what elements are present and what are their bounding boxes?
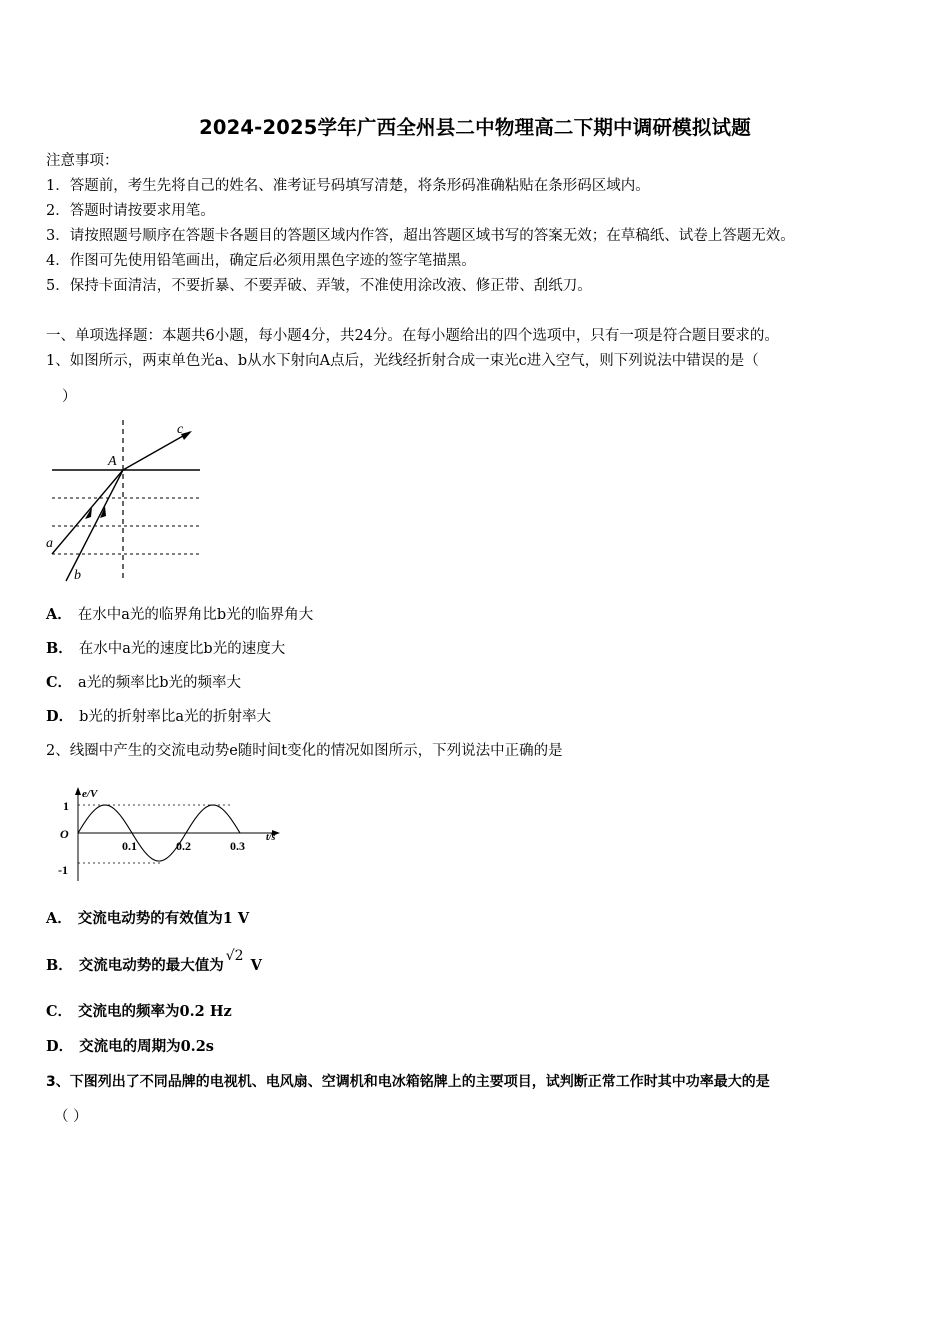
page-title: 2024-2025学年广西全州县二中物理高二下期中调研模拟试题 bbox=[199, 116, 751, 139]
option-text: 在水中a光的速度比b光的速度大 bbox=[78, 641, 286, 657]
ray-a bbox=[52, 470, 123, 554]
x-tick-label: 0.1 bbox=[122, 839, 137, 853]
section-heading: 一、单项选择题：本题共6小题，每小题4分，共24分。在每小题给出的四个选项中，只有一项是符合题目要求的。 bbox=[46, 328, 779, 344]
label-b: b bbox=[74, 568, 81, 583]
q1-option-b bbox=[46, 639, 285, 659]
option-text: 交流电的频率为0.2 Hz bbox=[78, 1003, 232, 1020]
notice-heading: 注意事项： bbox=[46, 153, 119, 169]
q1-option-c bbox=[46, 673, 241, 693]
option-text: a光的频率比b光的频率大 bbox=[78, 675, 241, 691]
q2-option-c bbox=[46, 1002, 232, 1022]
notice-item: 3．请按照题号顺序在答题卡各题目的答题区域内作答，超出答题区域书写的答案无效；在草稿纸、试卷上答题无效。 bbox=[46, 228, 795, 244]
q2-option-a bbox=[46, 909, 249, 929]
option-text: 交流电动势的有效值为1 V bbox=[77, 910, 250, 927]
option-text: 交流电动势的最大值为 bbox=[78, 957, 224, 974]
question-1-stem: 1、如图所示，两束单色光a、b从水下射向A点后，光线经折射合成一束光c进入空气，则下列说法中错误的是（ bbox=[46, 353, 759, 369]
x-tick-label: 0.2 bbox=[176, 839, 191, 853]
option-key: D． bbox=[46, 708, 74, 725]
y-axis-arrow bbox=[75, 787, 81, 795]
option-text: b光的折射率比a光的折射率大 bbox=[79, 709, 272, 725]
emf-time-chart bbox=[54, 785, 294, 885]
label-a: a bbox=[46, 536, 53, 551]
notice-item: 1．答题前，考生先将自己的姓名、准考证号码填写清楚，将条形码准确粘贴在条形码区域内。 bbox=[46, 178, 650, 194]
sqrt-two: √2 bbox=[225, 948, 244, 964]
origin-label: O bbox=[60, 827, 69, 841]
x-axis-label: t/s bbox=[266, 832, 276, 843]
option-key: A． bbox=[46, 606, 72, 623]
ray-c bbox=[123, 432, 190, 470]
y-axis-label: e/V bbox=[82, 788, 98, 800]
q1-option-a bbox=[46, 605, 313, 625]
option-key: B． bbox=[46, 640, 73, 657]
label-c: c bbox=[177, 422, 184, 437]
option-text: 在水中a光的临界角比b光的临界角大 bbox=[77, 607, 314, 623]
y-tick-label: -1 bbox=[58, 863, 68, 877]
q1-option-d bbox=[46, 707, 271, 727]
q2-option-b bbox=[46, 948, 262, 976]
option-key: C． bbox=[46, 1003, 73, 1020]
question-3-stem: 3、下图列出了不同品牌的电视机、电风扇、空调机和电冰箱铭牌上的主要项目，试判断正常工作时其中功率最大的是 bbox=[46, 1074, 770, 1090]
notice-item: 4．作图可先使用铅笔画出，确定后必须用黑色字迹的签字笔描黑。 bbox=[46, 253, 476, 269]
notice-item: 2．答题时请按要求用笔。 bbox=[46, 203, 215, 219]
question-2-stem: 2、线圈中产生的交流电动势e随时间t变化的情况如图所示，下列说法中正确的是 bbox=[46, 743, 563, 759]
refraction-figure bbox=[44, 415, 206, 587]
option-unit: V bbox=[245, 957, 262, 974]
option-key: A． bbox=[46, 910, 72, 927]
x-tick-label: 0.3 bbox=[230, 839, 245, 853]
label-A: A bbox=[108, 454, 117, 469]
question-3-stem-cont: （ ） bbox=[54, 1109, 88, 1125]
option-key: B． bbox=[46, 957, 73, 974]
option-text: 交流电的周期为0.2s bbox=[79, 1038, 214, 1055]
question-1-stem-cont: ） bbox=[62, 389, 77, 405]
option-key: D． bbox=[46, 1038, 74, 1055]
q2-option-d bbox=[46, 1037, 214, 1057]
y-tick-label: 1 bbox=[63, 799, 69, 813]
option-key: C． bbox=[46, 674, 73, 691]
notice-item: 5．保持卡面清洁，不要折暴、不要弄破、弄皱，不准使用涂改液、修正带、刮纸刀。 bbox=[46, 278, 592, 294]
